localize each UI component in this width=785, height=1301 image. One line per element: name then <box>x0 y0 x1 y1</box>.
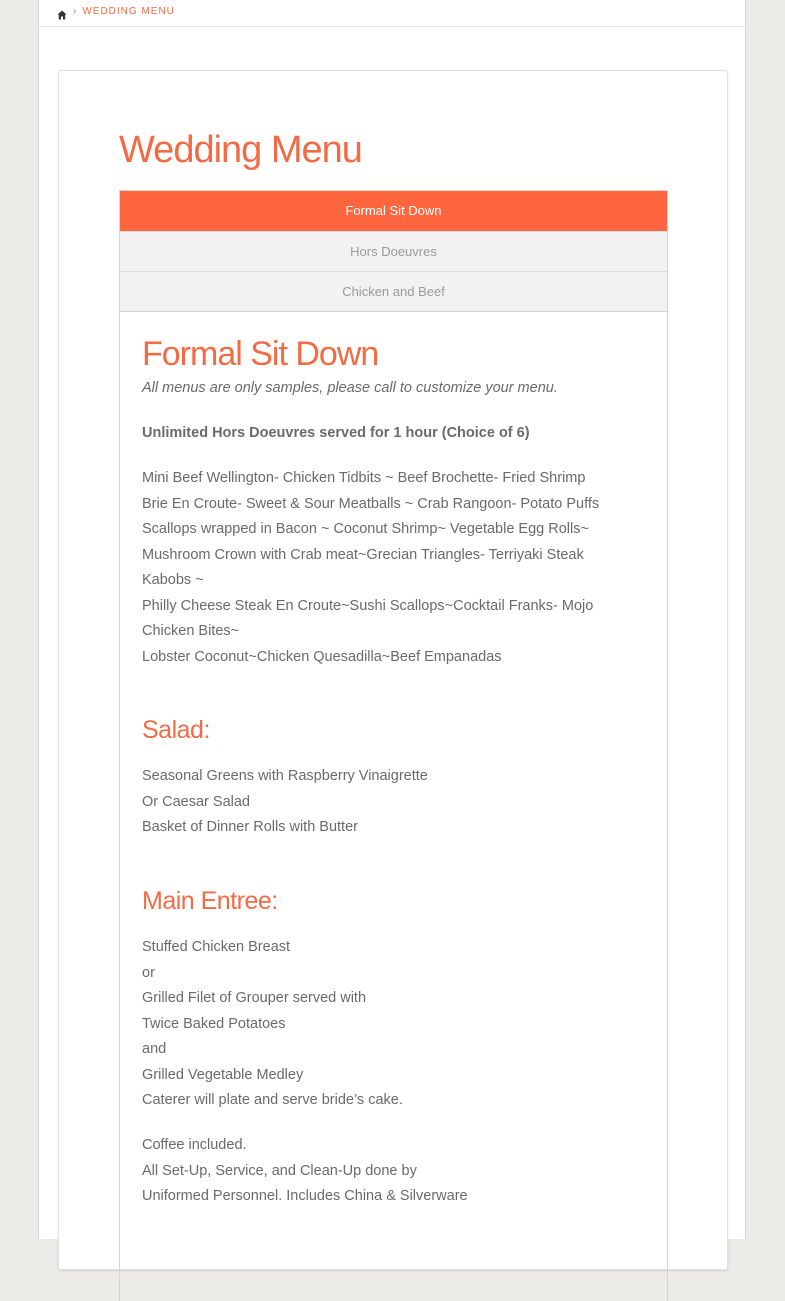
list-item: Mushroom Crown with Crab meat~Grecian Triangles- Terriyaki Steak Kabobs ~ <box>142 546 584 588</box>
salad-heading: Salad: <box>142 716 210 744</box>
tab-hors-doeuvres[interactable]: Hors Doeuvres <box>120 231 667 271</box>
list-item: and <box>142 1041 167 1057</box>
list-item: Twice Baked Potatoes <box>142 1015 286 1032</box>
menu-tabs <box>119 190 668 312</box>
tab-formal-sit-down[interactable]: Formal Sit Down <box>120 191 667 231</box>
unlimited-line: Unlimited Hors Doeuvres served for 1 hour (Choice of 6) <box>142 425 530 441</box>
list-item: Uniformed Personnel. Includes China & Silverware <box>142 1188 468 1204</box>
list-item: or <box>142 964 155 981</box>
salad-list <box>142 764 622 841</box>
list-item: Stuffed Chicken Breast <box>142 939 291 955</box>
entree-list <box>142 935 622 1114</box>
menu-note: All menus are only samples, please call to customize your menu. <box>142 380 558 396</box>
chevron-right-icon: › <box>73 6 77 17</box>
list-item: Grilled Filet of Grouper served with <box>142 990 367 1006</box>
breadcrumb-current[interactable]: WEDDING MENU <box>82 6 175 17</box>
list-item: Scallops wrapped in Bacon ~ Coconut Shrimp~ Vegetable Egg Rolls~ <box>142 521 589 537</box>
list-item: Basket of Dinner Rolls with Butter <box>142 819 358 835</box>
list-item: Mini Beef Wellington- Chicken Tidbits ~ Beef Brochette- Fried Shrimp <box>142 470 586 486</box>
panel-title: Formal Sit Down <box>142 335 379 373</box>
list-item: Lobster Coconut~Chicken Quesadilla~Beef Empanadas <box>142 648 502 665</box>
entree-heading: Main Entree: <box>142 887 278 915</box>
list-item: Or Caesar Salad <box>142 793 250 810</box>
list-item: Seasonal Greens with Raspberry Vinaigrette <box>142 768 428 784</box>
list-item: Caterer will plate and serve bride’s cake. <box>142 1092 403 1108</box>
tab-chicken-and-beef[interactable]: Chicken and Beef <box>120 271 667 311</box>
tab-panel <box>119 311 668 1301</box>
service-list <box>142 1133 622 1210</box>
home-icon[interactable] <box>57 7 67 17</box>
appetizer-list <box>142 466 622 670</box>
list-item: Coffee included. <box>142 1137 247 1153</box>
list-item: Brie En Croute- Sweet & Sour Meatballs ~ Crab Rangoon- Potato Puffs <box>142 495 600 512</box>
content-card <box>58 70 728 1270</box>
list-item: All Set-Up, Service, and Clean-Up done by <box>142 1162 417 1179</box>
page-title: Wedding Menu <box>119 129 362 171</box>
list-item: Grilled Vegetable Medley <box>142 1066 304 1083</box>
list-item: Philly Cheese Steak En Croute~Sushi Scallops~Cocktail Franks- Mojo Chicken Bites~ <box>142 597 594 639</box>
breadcrumb <box>39 0 745 27</box>
page-wrapper <box>38 0 746 1239</box>
